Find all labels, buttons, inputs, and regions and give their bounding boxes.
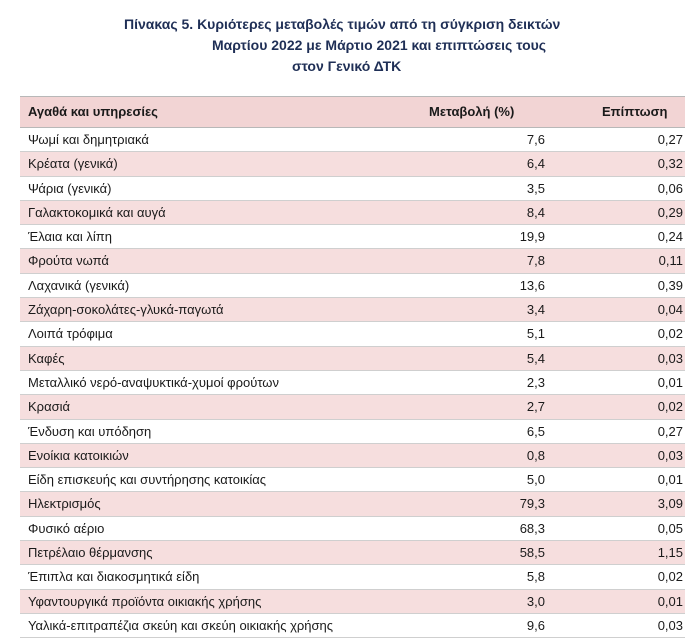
- table-row: [20, 201, 685, 225]
- cell-change: 2,3: [526, 374, 545, 390]
- cell-item: Κρέατα (γενικά): [28, 156, 118, 172]
- caption-line-1: Πίνακας 5. Κυριότερες μεταβολές τιμών από τη σύγκριση δεικτών: [124, 16, 561, 32]
- cell-change: 6,5: [526, 423, 545, 439]
- header-impact: Επίπτωση: [602, 104, 668, 119]
- cell-item: Υαλικά-επιτραπέζια σκεύη και σκεύη οικιακής χρήσης: [28, 617, 334, 633]
- table-header: [20, 96, 685, 128]
- cell-item: Μεταλλικό νερό-αναψυκτικά-χυμοί φρούτων: [28, 374, 279, 390]
- table-row: [20, 590, 685, 614]
- table-row: [20, 274, 685, 298]
- table-row: [20, 492, 685, 516]
- cell-change: 2,7: [526, 399, 545, 415]
- cell-item: Ζάχαρη-σοκολάτες-γλυκά-παγωτά: [28, 302, 224, 318]
- cell-change: 79,3: [519, 496, 545, 512]
- table-row: [20, 347, 685, 371]
- table-row: [20, 565, 685, 589]
- cell-impact: 0,03: [657, 447, 683, 463]
- table-body: [20, 128, 685, 638]
- cell-change: 19,9: [519, 229, 545, 245]
- cell-impact: 0,27: [657, 132, 683, 147]
- table-row: [20, 249, 685, 273]
- cell-item: Φρούτα νωπά: [28, 253, 109, 269]
- cell-item: Κρασιά: [28, 399, 71, 415]
- cell-item: Λοιπά τρόφιμα: [28, 326, 113, 342]
- cell-change: 0,8: [526, 447, 545, 463]
- header-goods-services: Αγαθά και υπηρεσίες: [28, 104, 158, 119]
- table-row: [20, 322, 685, 346]
- cell-item: Ψωμί και δημητριακά: [28, 132, 149, 147]
- cell-impact: 0,24: [657, 229, 683, 245]
- cell-item: Έλαια και λίπη: [28, 229, 112, 245]
- caption-line-2: Μαρτίου 2022 με Μάρτιο 2021 και επιπτώσεις τους: [212, 37, 547, 53]
- price-changes-table: [20, 96, 685, 638]
- cell-change: 7,6: [526, 132, 545, 147]
- table-row: [20, 225, 685, 249]
- cell-impact: 0,01: [657, 374, 683, 390]
- cell-impact: 1,15: [657, 545, 683, 561]
- cell-item: Φυσικό αέριο: [28, 520, 105, 536]
- table-row: [20, 541, 685, 565]
- cell-change: 9,6: [526, 617, 545, 633]
- cell-change: 3,4: [526, 302, 545, 318]
- caption-line-3: στον Γενικό ΔΤΚ: [292, 58, 402, 74]
- cell-impact: 0,39: [657, 277, 683, 293]
- cell-item: Ένδυση και υπόδηση: [28, 423, 152, 439]
- cell-impact: 0,27: [657, 423, 683, 439]
- cell-impact: 0,03: [657, 350, 683, 366]
- cell-change: 5,1: [526, 326, 545, 342]
- cell-change: 5,0: [526, 472, 545, 488]
- cell-impact: 0,32: [657, 156, 683, 172]
- cell-change: 8,4: [526, 204, 545, 220]
- cell-impact: 0,06: [657, 180, 683, 196]
- cell-item: Λαχανικά (γενικά): [28, 277, 130, 293]
- cell-impact: 0,03: [657, 617, 683, 633]
- table-row: [20, 517, 685, 541]
- table-row: [20, 128, 685, 152]
- cell-change: 7,8: [526, 253, 545, 269]
- table-row: [20, 371, 685, 395]
- cell-change: 6,4: [526, 156, 545, 172]
- cell-item: Ηλεκτρισμός: [28, 496, 101, 512]
- cell-item: Καφές: [28, 350, 65, 366]
- cell-item: Έπιπλα και διακοσμητικά είδη: [28, 569, 200, 585]
- header-change: Μεταβολή (%): [429, 104, 515, 119]
- table-row: [20, 177, 685, 201]
- cell-impact: 0,29: [657, 204, 683, 220]
- cell-impact: 0,01: [657, 472, 683, 488]
- cell-impact: 0,05: [657, 520, 683, 536]
- cell-change: 68,3: [519, 520, 545, 536]
- cell-item: Είδη επισκευής και συντήρησης κατοικίας: [28, 472, 267, 488]
- cell-item: Ενοίκια κατοικιών: [28, 447, 129, 463]
- cell-impact: 0,02: [657, 569, 683, 585]
- cell-change: 3,5: [526, 180, 545, 196]
- cell-item: Υφαντουργικά προϊόντα οικιακής χρήσης: [28, 593, 262, 609]
- cell-impact: 0,02: [657, 326, 683, 342]
- cell-change: 58,5: [519, 545, 545, 561]
- cell-impact: 3,09: [657, 496, 683, 512]
- cell-impact: 0,11: [658, 253, 683, 269]
- cell-item: Πετρέλαιο θέρμανσης: [28, 545, 153, 561]
- cell-change: 13,6: [519, 277, 545, 293]
- table-row: [20, 420, 685, 444]
- cell-change: 5,8: [526, 569, 545, 585]
- cell-impact: 0,04: [657, 302, 683, 318]
- cell-change: 3,0: [526, 593, 545, 609]
- cell-impact: 0,01: [657, 593, 683, 609]
- table-row: [20, 152, 685, 176]
- table-row: [20, 444, 685, 468]
- table-row: [20, 614, 685, 638]
- table-row: [20, 395, 685, 419]
- cell-item: Γαλακτοκομικά και αυγά: [28, 204, 166, 220]
- table-row: [20, 468, 685, 492]
- cell-impact: 0,02: [657, 399, 683, 415]
- table-row: [20, 298, 685, 322]
- cell-change: 5,4: [526, 350, 545, 366]
- cell-item: Ψάρια (γενικά): [28, 180, 112, 196]
